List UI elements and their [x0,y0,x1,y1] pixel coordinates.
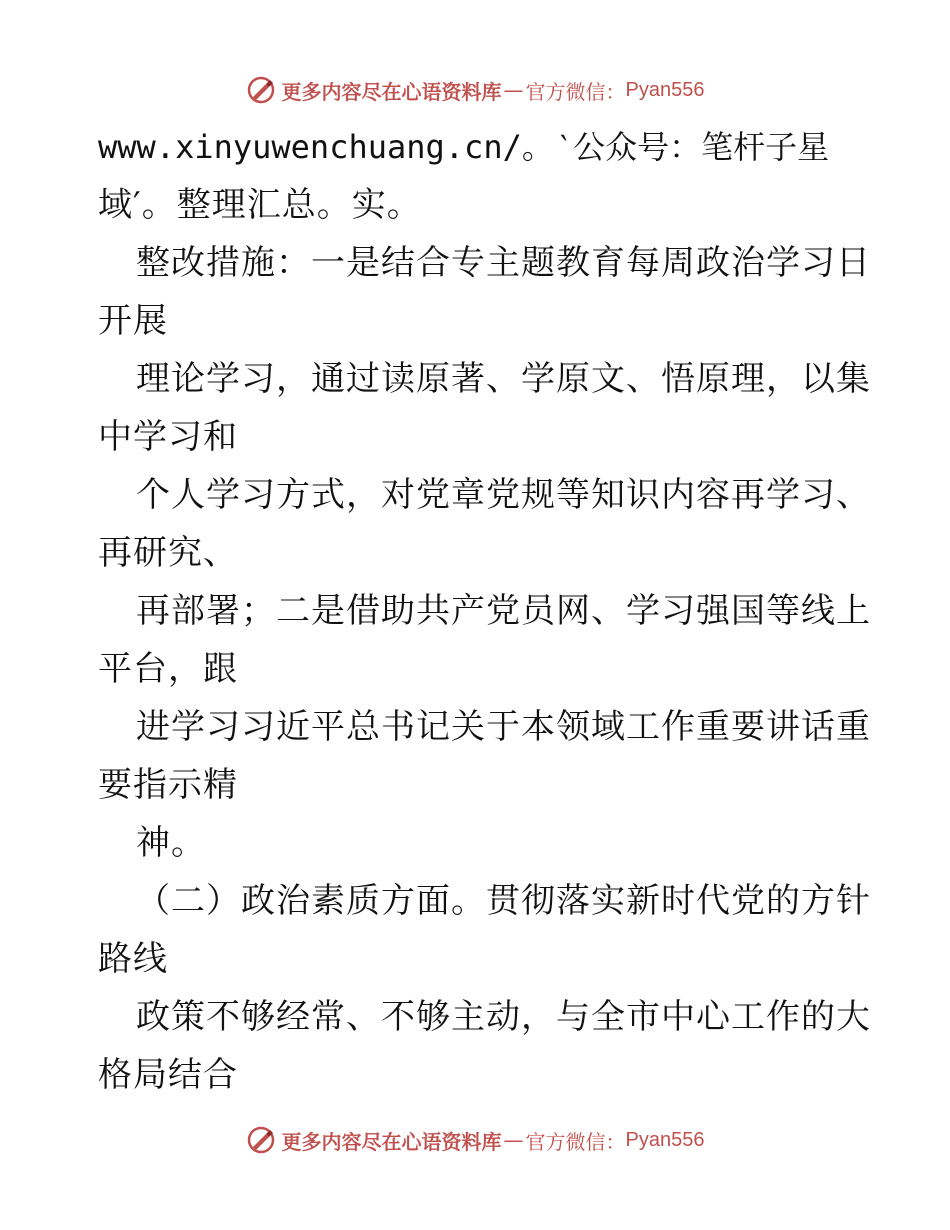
text-line: 域′。整理汇总。实。 [98,185,422,225]
text-line: 理论学习，通过读原著、学原文、悟原理，以集 [136,359,871,399]
pen-logo-icon [246,75,276,105]
text-line: 再研究、 [98,533,238,573]
text-line: 整改措施：一是结合专主题教育每周政治学习日 [136,243,871,283]
text-line: 格局结合 [98,1055,238,1095]
banner-contact-label: 官方微信： [525,79,626,104]
document-body [98,118,878,1104]
text-line: 平台，跟 [98,649,238,689]
text-line: 个人学习方式，对党章党规等知识内容再学习、 [136,475,871,515]
text-line: 政策不够经常、不够主动，与全市中心工作的大 [136,997,871,1037]
footer-banner [0,1120,950,1160]
text-line: 要指示精 [98,765,238,805]
banner-wechat-id: Pyan556 [625,1128,705,1151]
text-line: 进学习习近平总书记关于本领域工作重要讲话重 [136,707,871,747]
banner-contact-label: 官方微信： [525,1129,626,1154]
text-line: 路线 [98,939,168,979]
text-line: （二）政治素质方面。贯彻落实新时代党的方针 [136,881,871,921]
pen-logo-icon [246,1125,276,1155]
text-line: 开展 [98,301,168,341]
text-line: www.xinyuwenchuang.cn/。‵公众号：笔杆子星 [98,128,830,166]
banner-wechat-id: Pyan556 [625,78,705,101]
text-line: 中学习和 [98,417,238,457]
banner-main-text: 更多内容尽在心语资料库 [281,1129,502,1154]
header-banner [0,70,950,110]
banner-separator: — [503,78,524,102]
banner-separator: — [503,1128,524,1152]
text-line: 神。 [136,823,206,863]
text-line: 再部署；二是借助共产党员网、学习强国等线上 [136,591,871,631]
banner-main-text: 更多内容尽在心语资料库 [281,79,502,104]
